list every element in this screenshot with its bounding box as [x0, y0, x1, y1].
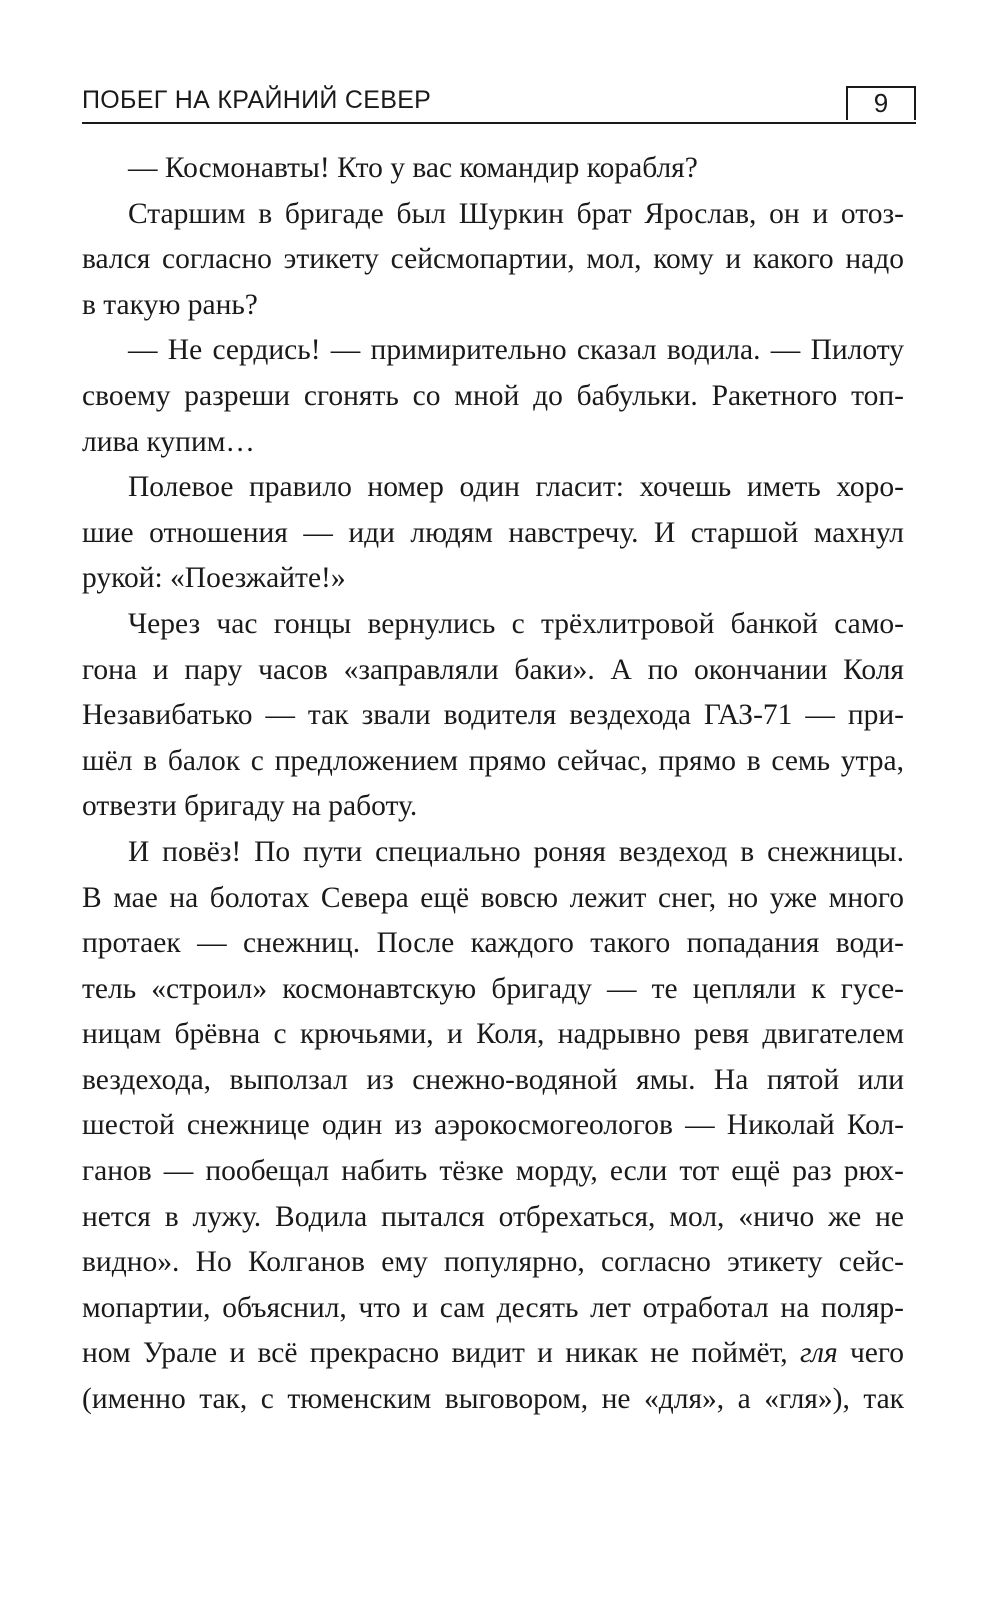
- text-line: нется в лужу. Водила пытался отбрехаться, мол, «ничо же не: [82, 1200, 904, 1233]
- text-line: — Космонавты! Кто у вас командир корабля?: [128, 152, 698, 184]
- text-line: вался согласно этикету сейсмопартии, мол, кому и какого надо: [82, 243, 904, 276]
- text-line: рукой: «Поезжайте!»: [82, 562, 346, 595]
- italic-word: гля: [799, 1337, 838, 1370]
- text-line: шестой снежнице один из аэрокосмогеологов — Николай Кол-: [82, 1109, 904, 1142]
- text-line: — Не сердись! — примирительно сказал водила. — Пилоту: [128, 334, 904, 367]
- text-line: И повёз! По пути специально роняя вездеход в снежницы.: [128, 835, 904, 868]
- text-line-main: ном Урале и всё прекрасно видит и никак не поймёт,: [82, 1337, 788, 1370]
- text-line: Полевое правило номер один гласит: хочешь иметь хоро-: [128, 471, 904, 504]
- text-line: [82, 1331, 904, 1377]
- text-line: В мае на болотах Севера ещё вовсю лежит снег, но уже много: [82, 881, 904, 914]
- text-line: видно». Но Колганов ему популярно, согласно этикету сейс-: [82, 1246, 904, 1279]
- text-line: гона и пару часов «заправляли баки». А по окончании Коля: [82, 653, 904, 686]
- text-line: мопартии, объяснил, что и сам десять лет отработал на поляр-: [82, 1291, 904, 1324]
- text-line-tail: чего: [837, 1337, 905, 1370]
- text-line: своему разреши сгонять со мной до бабульки. Ракетного топ-: [82, 379, 904, 412]
- text-line: Старшим в бригаде был Шуркин брат Ярослав, он и отоз-: [128, 197, 904, 230]
- text-line: Незавибатько — так звали водителя вездехода ГАЗ-71 — при-: [82, 699, 904, 732]
- text-line: шёл в балок с предложением прямо сейчас, прямо в семь утра,: [82, 744, 904, 777]
- text-line: ницам брёвна с крючьями, и Коля, надрывно ревя двигателем: [82, 1018, 904, 1051]
- page-number: 9: [846, 86, 916, 120]
- text-line: Через час гонцы вернулись с трёхлитровой банкой само-: [128, 607, 904, 640]
- text-line: протаек — снежниц. После каждого такого попадания води-: [82, 927, 904, 960]
- text-line: лива купим…: [82, 425, 255, 458]
- text-line: в такую рань?: [82, 288, 258, 321]
- text-line: (именно так, с тюменским выговором, не «для», а «гля»), так: [82, 1383, 904, 1416]
- text-line: ганов — пообещал набить тёзке морду, если тот ещё раз рюх-: [82, 1155, 904, 1188]
- running-title: ПОБЕГ НА КРАЙНИЙ СЕВЕР: [82, 86, 432, 114]
- running-header: [82, 80, 916, 124]
- text-line: вездехода, выползал из снежно-водяной ямы. На пятой или: [82, 1063, 904, 1096]
- body-text: [82, 146, 904, 1423]
- text-line: тель «строил» космонавтскую бригаду — те цепляли к гусе-: [82, 972, 904, 1005]
- text-line: отвезти бригаду на работу.: [82, 790, 418, 823]
- text-line: шие отношения — иди людям навстречу. И старшой махнул: [82, 516, 904, 549]
